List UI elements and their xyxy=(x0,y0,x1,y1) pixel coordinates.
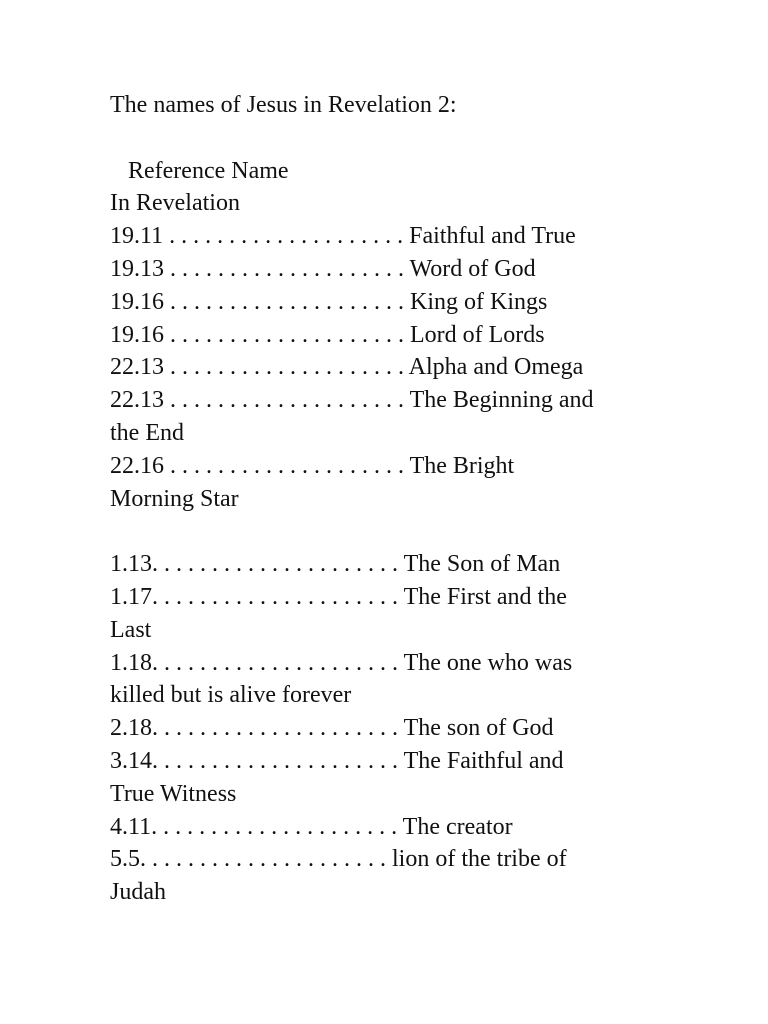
entry-line-continuation: killed but is alive forever xyxy=(110,682,352,709)
column-header-line-2: In Revelation xyxy=(110,190,240,217)
document-body xyxy=(110,89,670,909)
column-header-line-1: Reference Name xyxy=(110,157,289,184)
entry-line: 4.11. . . . . . . . . . . . . . . . . . . . . The creator xyxy=(110,813,513,840)
entry-line: 22.13 . . . . . . . . . . . . . . . . . . . . Alpha and Omega xyxy=(110,354,584,381)
entry-line-continuation: Last xyxy=(110,616,152,643)
blank-line xyxy=(110,515,670,548)
entry-line: 22.13 . . . . . . . . . . . . . . . . . . . . The Beginning and xyxy=(110,387,594,414)
entry-line-continuation: Judah xyxy=(110,879,166,906)
entry-line: 5.5. . . . . . . . . . . . . . . . . . . . . lion of the tribe of xyxy=(110,846,567,873)
entry-line: 1.17. . . . . . . . . . . . . . . . . . . . . The First and the xyxy=(110,583,567,610)
document-title: The names of Jesus in Revelation 2: xyxy=(110,92,457,118)
entry-line-continuation: the End xyxy=(110,419,184,446)
entry-line-continuation: True Witness xyxy=(110,780,237,807)
blank-line xyxy=(110,122,670,155)
entry-line: 1.13. . . . . . . . . . . . . . . . . . . . . The Son of Man xyxy=(110,551,561,578)
entry-line: 22.16 . . . . . . . . . . . . . . . . . . . . The Bright xyxy=(110,452,515,479)
entry-line: 19.16 . . . . . . . . . . . . . . . . . . . . Lord of Lords xyxy=(110,321,545,348)
entry-line: 1.18. . . . . . . . . . . . . . . . . . . . . The one who was xyxy=(110,649,573,676)
entry-line: 19.11 . . . . . . . . . . . . . . . . . . . . Faithful and True xyxy=(110,223,576,250)
entry-line: 3.14. . . . . . . . . . . . . . . . . . . . . The Faithful and xyxy=(110,747,564,774)
entry-line-continuation: Morning Star xyxy=(110,485,239,512)
entry-line: 19.13 . . . . . . . . . . . . . . . . . . . . Word of God xyxy=(110,255,536,282)
entry-line: 19.16 . . . . . . . . . . . . . . . . . . . . King of Kings xyxy=(110,288,548,315)
entry-line: 2.18. . . . . . . . . . . . . . . . . . . . . The son of God xyxy=(110,715,554,742)
